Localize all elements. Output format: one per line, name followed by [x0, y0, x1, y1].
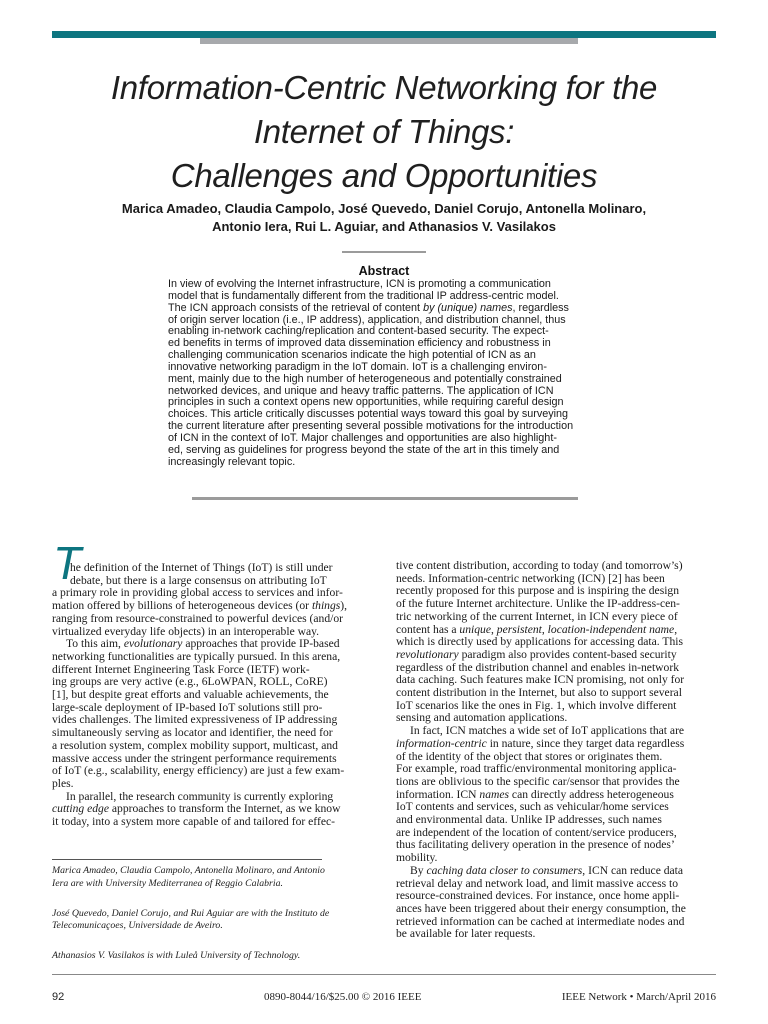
abstract-bottom-rule: [192, 497, 578, 500]
body-line: of the identity of the object that stores or originates them.: [396, 749, 663, 763]
body-line: In parallel, the research community is currently exploring: [66, 789, 334, 803]
italic-text: cutting edge: [52, 802, 109, 816]
body-line: ples.: [52, 776, 74, 790]
body-line: ances have been triggered about their energy consumption, the: [396, 901, 686, 915]
author-affiliations: [52, 865, 352, 980]
body-line: it today, into a system more capable of and tailored for effec-: [52, 815, 335, 829]
abstract-line: ed benefits in terms of improved data dissemination efficiency and robustness in: [168, 337, 551, 350]
abstract-line: innovative networking paradigm in the IoT domain. IoT is a challenging environ-: [168, 360, 547, 373]
italic-text: persistent: [496, 622, 542, 636]
body-line: virtualized everyday life objects) in an interoperable way.: [52, 624, 320, 638]
body-line: information-centric in nature, since they target data regardless: [396, 736, 685, 750]
abstract-line: ed, serving as guidelines for progress beyond the state of the art in this timely and: [168, 443, 560, 456]
body-line: ranging from resource-constrained to powerful devices (and/or: [52, 611, 344, 625]
issn-copyright: 0890-8044/16/$25.00 © 2016 IEEE: [264, 991, 422, 1003]
affiliation-note: [52, 908, 352, 934]
title-line: Information-Centric Networking for the: [110, 69, 658, 106]
body-line: For example, road traffic/environmental monitoring applica-: [396, 762, 677, 776]
abstract-heading: Abstract: [358, 264, 410, 278]
article-title: [40, 66, 728, 198]
abstract-line: of ICN in the context of IoT. Major challenges and opportunities are also highlight-: [168, 431, 557, 444]
body-line: thus facilitating delivery operation in the presence of nodes’: [396, 838, 675, 852]
affiliation-line: Iera are with University Mediterranea of Reggio Calabria.: [52, 877, 283, 889]
italic-text: names: [479, 787, 510, 801]
body-line: different Internet Engineering Task Force (IETF) work-: [52, 662, 310, 676]
drop-cap: T: [53, 537, 82, 589]
abstract-line: challenging communication scenarios indicate the high potential of ICN as an: [168, 349, 536, 362]
italic-text: unique: [459, 622, 491, 636]
body-line: tive content distribution, according to today (and tomorrow’s): [396, 559, 683, 572]
body-line: mation offered by billions of heterogeneous devices (or things),: [52, 599, 348, 613]
body-line: tions are oblivious to the specific car/sensor that provides the: [396, 774, 680, 788]
header-gray-bar: [200, 38, 578, 44]
body-line: tric networking of the current Internet, in ICN every piece of: [396, 609, 678, 623]
body-line: a resolution system, complex mobility support, multicast, and: [52, 738, 338, 752]
title-line: Challenges and Opportunities: [170, 157, 598, 194]
abstract-line: of origin server location (i.e., IP address), application, and distribution channel, thus: [168, 313, 566, 326]
body-line: simultaneously serving as locator and identifier, the need for: [52, 726, 333, 740]
body-line: of IoT (e.g., scalability, energy efficiency) are just a few exam-: [52, 764, 345, 778]
affiliation-line: Athanasios V. Vasilakos is with Luleå University of Technology.: [52, 950, 301, 962]
body-line: regardless of the distribution channel and enables in-network: [396, 660, 679, 674]
abstract-line: The ICN approach consists of the retrieval of content by (unique) names, regardless: [168, 301, 569, 314]
body-line: mobility.: [396, 851, 438, 865]
abstract-body: [168, 279, 600, 469]
body-line: retrieved information can be cached at intermediate nodes and: [396, 914, 685, 928]
footer-rule: [52, 974, 716, 975]
body-line: a primary role in providing global access to services and infor-: [52, 586, 343, 600]
header-accent-bar: [52, 31, 716, 38]
abstract-line: increasingly relevant topic.: [168, 455, 296, 468]
title-line: Internet of Things:: [253, 113, 515, 150]
body-line: IoT scenarios like the ones in Fig. 1, which involve different: [396, 698, 677, 712]
body-line: ing groups are very active (e.g., 6LoWPAN, ROLL, CoRE): [52, 675, 328, 689]
abstract-line: networked devices, and unique and heavy traffic patterns. The application of ICN: [168, 384, 554, 397]
journal-issue: IEEE Network • March/April 2016: [561, 991, 716, 1003]
body-line: sensing and automation applications.: [396, 711, 568, 725]
body-line: recently proposed for this purpose and is inspiring the design: [396, 584, 680, 598]
footnote-rule: [52, 859, 322, 860]
abstract-line: the current literature after presenting several possible motivations for the introduction: [168, 420, 574, 433]
body-line: massive access under the stringent performance requirements: [52, 751, 337, 765]
body-line: content distribution in the Internet, but also to support several: [396, 686, 682, 700]
body-left-column: [52, 562, 376, 829]
body-line: cutting edge approaches to transform the Internet, as we know: [52, 802, 341, 816]
italic-text: revolutionary: [396, 647, 459, 661]
body-line: he definition of the Internet of Things (IoT) is still under: [70, 561, 333, 574]
body-line: resource-constrained devices. For instance, once home appli-: [396, 889, 680, 903]
body-line: be available for later requests.: [396, 927, 536, 941]
affiliation-line: Marica Amadeo, Claudia Campolo, Antonella Molinaro, and Antonio: [52, 865, 325, 876]
body-line: revolutionary paradigm also provides content-based security: [396, 647, 677, 661]
body-line: [1], but despite great efforts and valuable achievements, the: [52, 688, 329, 702]
body-line: are independent of the location of content/service producers,: [396, 825, 677, 839]
author-line: Marica Amadeo, Claudia Campolo, José Quevedo, Daniel Corujo, Antonella Molinaro,: [121, 201, 647, 216]
body-line: which is directly used by applications for accessing data. This: [396, 635, 683, 649]
italic-text: information-centric: [396, 736, 487, 750]
abstract-line: In view of evolving the Internet infrastructure, ICN is promoting a communication: [168, 278, 551, 290]
abstract-line: principles in such a context opens new opportunities, while requiring careful design: [168, 396, 564, 409]
italic-text: location-independent name: [547, 622, 675, 636]
body-line: and environmental data. Unlike IP addresses, such names: [396, 813, 662, 827]
body-line: of the future Internet architecture. Unlike the IP-address-cen-: [396, 597, 680, 611]
affiliation-line: José Quevedo, Daniel Corujo, and Rui Aguiar are with the Instituto de: [52, 907, 330, 919]
body-line: content has a unique, persistent, location-independent name,: [396, 622, 678, 636]
abstract-line: model that is fundamentally different from the traditional IP address-centric model.: [168, 289, 559, 302]
body-line: debate, but there is a large consensus on attributing IoT: [70, 573, 327, 587]
abstract-line: ment, mainly due to the high number of heterogeneous and potentially constrained: [168, 372, 562, 385]
page-number: 92: [52, 991, 65, 1003]
italic-text: things: [311, 599, 341, 613]
abstract-line: choices. This article critically discusses potential ways toward this goal by surveying: [168, 408, 569, 421]
body-line: retrieval delay and network load, and limit massive access to: [396, 876, 679, 890]
abstract-line: enabling in-network caching/replication and content-based security. The expect-: [168, 325, 549, 338]
body-line: networking functionalities are typically pursued. In this arena,: [52, 649, 341, 663]
body-line: To this aim, evolutionary approaches that provide IP-based: [66, 637, 340, 651]
body-line: large-scale deployment of IP-based IoT solutions still pro-: [52, 700, 323, 714]
body-line: information. ICN names can directly address heterogeneous: [396, 787, 674, 801]
affiliation-note: [52, 950, 352, 963]
author-list: [60, 200, 708, 236]
author-line: Antonio Iera, Rui L. Aguiar, and Athanasios V. Vasilakos: [212, 219, 556, 234]
body-line: vides challenges. The limited expressiveness of IP addressing: [52, 713, 338, 727]
body-line: In fact, ICN matches a wide set of IoT applications that are: [410, 724, 685, 738]
body-line: IoT contents and services, such as vehicular/home services: [396, 800, 669, 814]
italic-text: evolutionary: [123, 637, 183, 651]
body-line: needs. Information-centric networking (ICN) [2] has been: [396, 571, 665, 585]
italic-text: by (unique) names: [423, 301, 513, 314]
italic-text: caching data closer to consumers: [426, 863, 583, 877]
body-line: By caching data closer to consumers, ICN can reduce data: [410, 863, 684, 877]
body-right-column: [396, 560, 720, 941]
affiliation-note: [52, 865, 352, 891]
body-line: data caching. Such features make ICN promising, not only for: [396, 673, 685, 687]
abstract-top-rule: [342, 251, 426, 253]
affiliation-line: Telecomunicaçoes, Universidade de Aveiro.: [52, 920, 223, 932]
